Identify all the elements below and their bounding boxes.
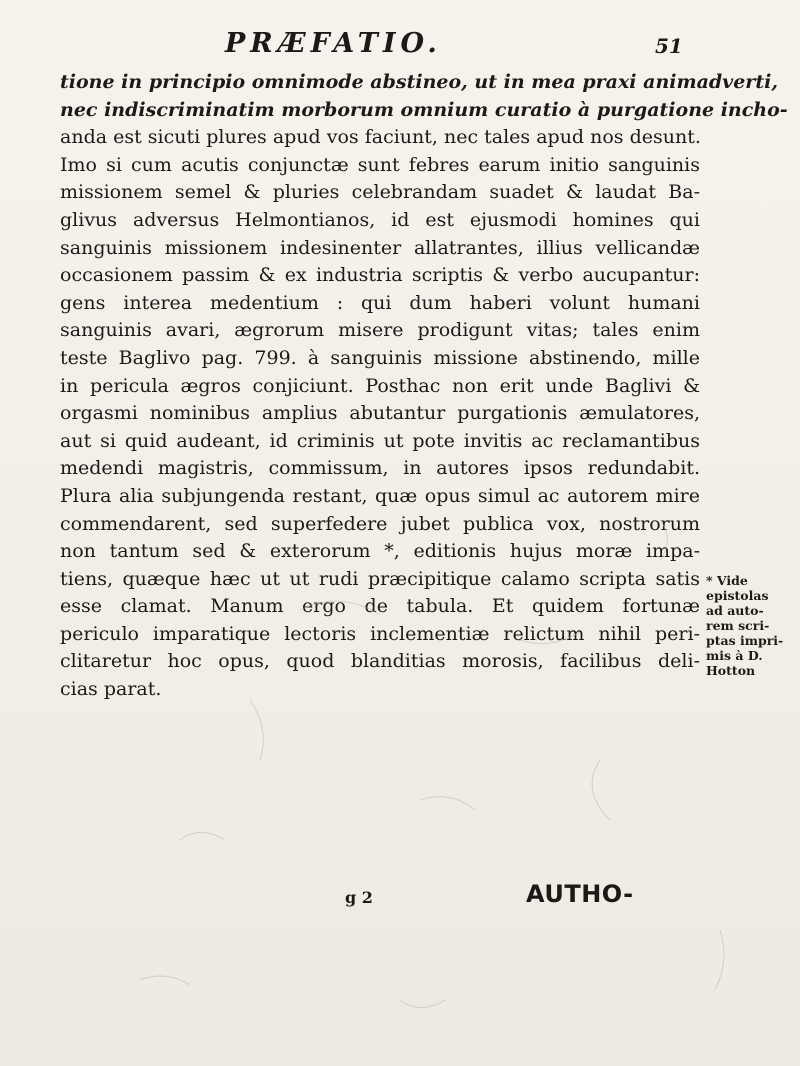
- margin-note-line: epistolas: [706, 588, 769, 603]
- text-line: sanguinis missionem indesinenter allatrantes, illius vellicandæ: [60, 236, 700, 259]
- margin-note-line: ptas impri-: [706, 633, 784, 648]
- text-line: periculo imparatique lectoris inclementiæ relictum nihil peri-: [60, 622, 700, 645]
- text-line: medendi magistris, commissum, in autores ipsos redundabit.: [60, 457, 700, 480]
- text-line: aut si quid audeant, id criminis ut pote invitis ac reclamantibus: [60, 429, 700, 452]
- text-line: orgasmi nominibus amplius abutantur purgationis æmulatores,: [60, 402, 700, 425]
- text-line: teste Baglivo pag. 799. à sanguinis missione abstinendo, mille: [60, 346, 700, 369]
- text-line: non tantum sed & exterorum *, editionis hujus moræ impa-: [60, 540, 700, 563]
- text-line: Plura alia subjungenda restant, quæ opus simul ac autorem mire: [60, 484, 700, 507]
- text-line: gens interea medentium : qui dum haberi volunt humani: [60, 291, 700, 314]
- text-line: glivus adversus Helmontianos, id est ejusmodi homines qui: [60, 208, 700, 231]
- text-line: clitaretur hoc opus, quod blanditias morosis, facilibus deli-: [60, 650, 700, 673]
- text-line: commendarent, sed superfedere jubet publica vox, nostrorum: [60, 512, 700, 535]
- text-line: in pericula ægros conjiciunt. Posthac non erit unde Baglivi &: [60, 374, 700, 397]
- catchword: AUTHO-: [526, 880, 634, 908]
- signature-mark: g 2: [345, 888, 373, 907]
- page-number: 51: [655, 34, 683, 58]
- text-line: Imo si cum acutis conjunctæ sunt febres earum initio sanguinis: [60, 153, 700, 176]
- text-line: sanguinis avari, ægrorum misere prodigunt vitas; tales enim: [60, 319, 700, 342]
- text-line: anda est sicuti plures apud vos faciunt, nec tales apud nos desunt.: [60, 126, 701, 149]
- text-line: missionem semel & pluries celebrandam suadet & laudat Ba-: [60, 181, 700, 204]
- text-line: esse clamat. Manum ergo de tabula. Et quidem fortunæ: [60, 595, 700, 618]
- page-header: [0, 28, 800, 68]
- margin-note-line: Hotton: [706, 663, 756, 678]
- text-line: cias parat.: [60, 678, 162, 701]
- margin-note-line: rem scri-: [706, 618, 770, 633]
- text-line: nec indiscriminatim morborum omnium curatio à purgatione incho-: [60, 98, 788, 121]
- margin-note-line: mis à D.: [706, 648, 763, 663]
- text-line: occasionem passim & ex industria scriptis & verbo aucupantur:: [60, 264, 700, 287]
- page-footer: [0, 880, 800, 920]
- margin-note-line: ad auto-: [706, 603, 764, 618]
- margin-note-line: * Vide: [706, 573, 748, 588]
- text-line: tiens, quæque hæc ut ut rudi præcipitique calamo scripta satis: [60, 567, 700, 590]
- running-title: PRÆFATIO.: [225, 28, 442, 59]
- text-line: tione in principio omnimode abstineo, ut in mea praxi animadverti,: [60, 71, 778, 93]
- margin-note: [706, 573, 784, 678]
